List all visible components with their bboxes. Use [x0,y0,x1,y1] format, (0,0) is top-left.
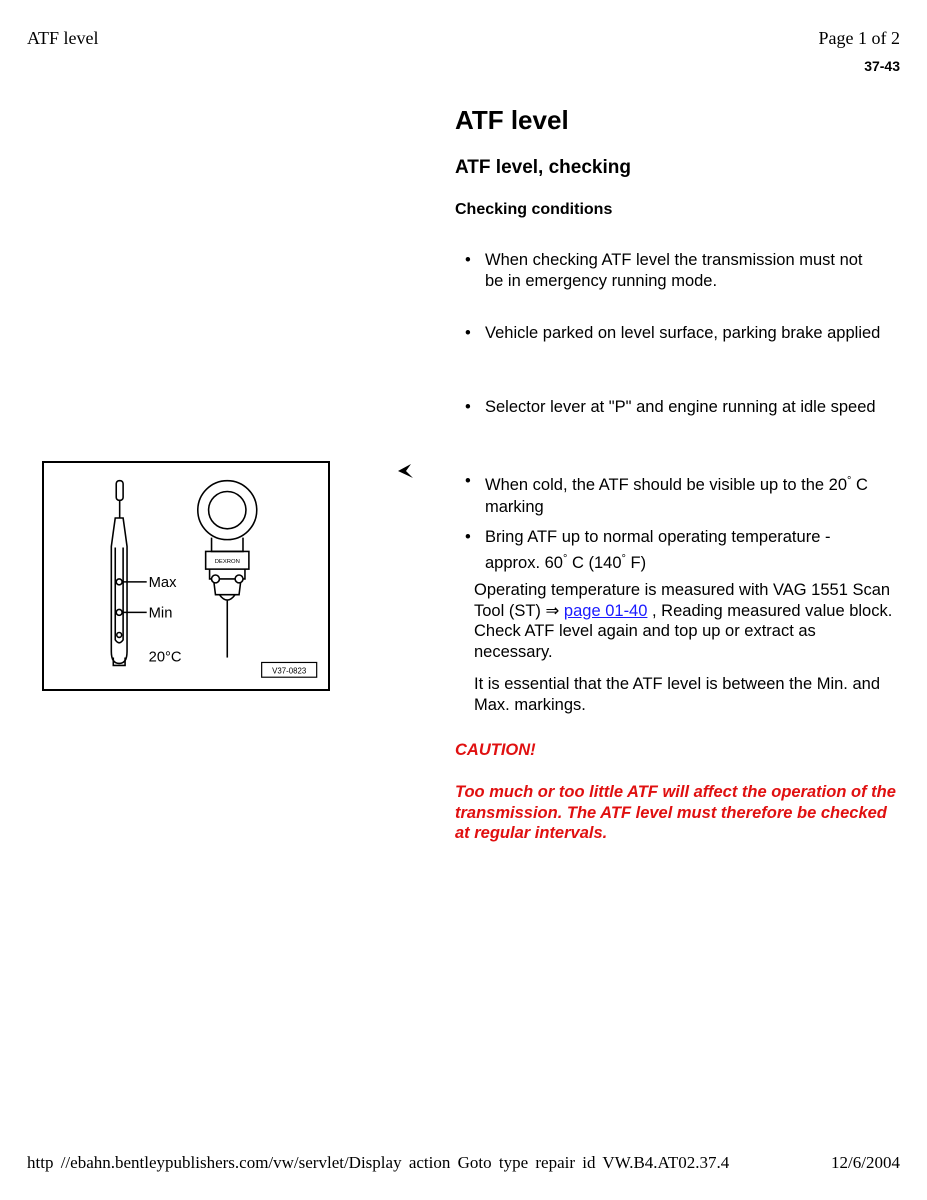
list-item [465,250,885,292]
list-item-text: Vehicle parked on level surface, parking brake applied [485,324,881,342]
list-item [465,397,885,418]
list-item [465,323,885,344]
list-item [465,526,885,574]
paragraph-operating-temperature: Operating temperature is measured with VAG 1551 Scan Tool (ST) ⇒ page 01-40 , Reading measured value block. Check ATF level again and top up or extract as necessary. [474,581,893,661]
dipstick-cap-drawing [198,481,257,658]
list-item-text: Selector lever at "P" and engine running at idle speed [485,398,876,416]
max-label: Max [148,574,177,591]
caution-title: CAUTION! [455,741,536,759]
paragraph-level-markings: It is essential that the ATF level is between the Min. and Max. markings. [474,675,880,714]
list-item-text: Bring ATF up to normal operating temperature - approx. 60° C (140° F) [485,528,831,572]
page-title: ATF level [455,105,569,135]
dipstick-drawing [111,481,146,666]
bullet-icon: • [465,472,471,490]
section-code: 37-43 [864,58,900,74]
list-item [465,470,885,518]
bullet-icon: • [465,528,471,546]
temperature-label: 20°C [148,649,182,666]
page-link[interactable]: page 01-40 [563,601,648,620]
header-page-number: Page 1 of 2 [818,28,900,48]
min-label: Min [148,605,173,622]
section-heading: ATF level, checking [455,157,631,178]
figure-code: V37-0823 [272,666,307,676]
dipstick-illustration [42,461,330,691]
footer-date: 12/6/2004 [831,1153,900,1172]
bullet-icon: • [465,324,471,342]
footer-url: http //ebahn.bentleypublishers.com/vw/servlet/Display action Goto type repair id VW.B4.AT02.37.4 [27,1153,730,1172]
caution-text: Too much or too little ATF will affect the operation of the transmission. The ATF level must therefore be checked at regular intervals. [455,783,896,842]
cross-reference-arrow-icon [397,462,415,480]
subsection-heading: Checking conditions [455,201,613,218]
bullet-icon: • [465,398,471,416]
header-title: ATF level [27,28,99,48]
list-item-text: When checking ATF level the transmission must not be in emergency running mode. [485,251,863,290]
bullet-icon: • [465,251,471,269]
cap-brand-text: DEXRON [214,559,240,566]
list-item-text: When cold, the ATF should be visible up to the 20° C marking [485,475,868,516]
